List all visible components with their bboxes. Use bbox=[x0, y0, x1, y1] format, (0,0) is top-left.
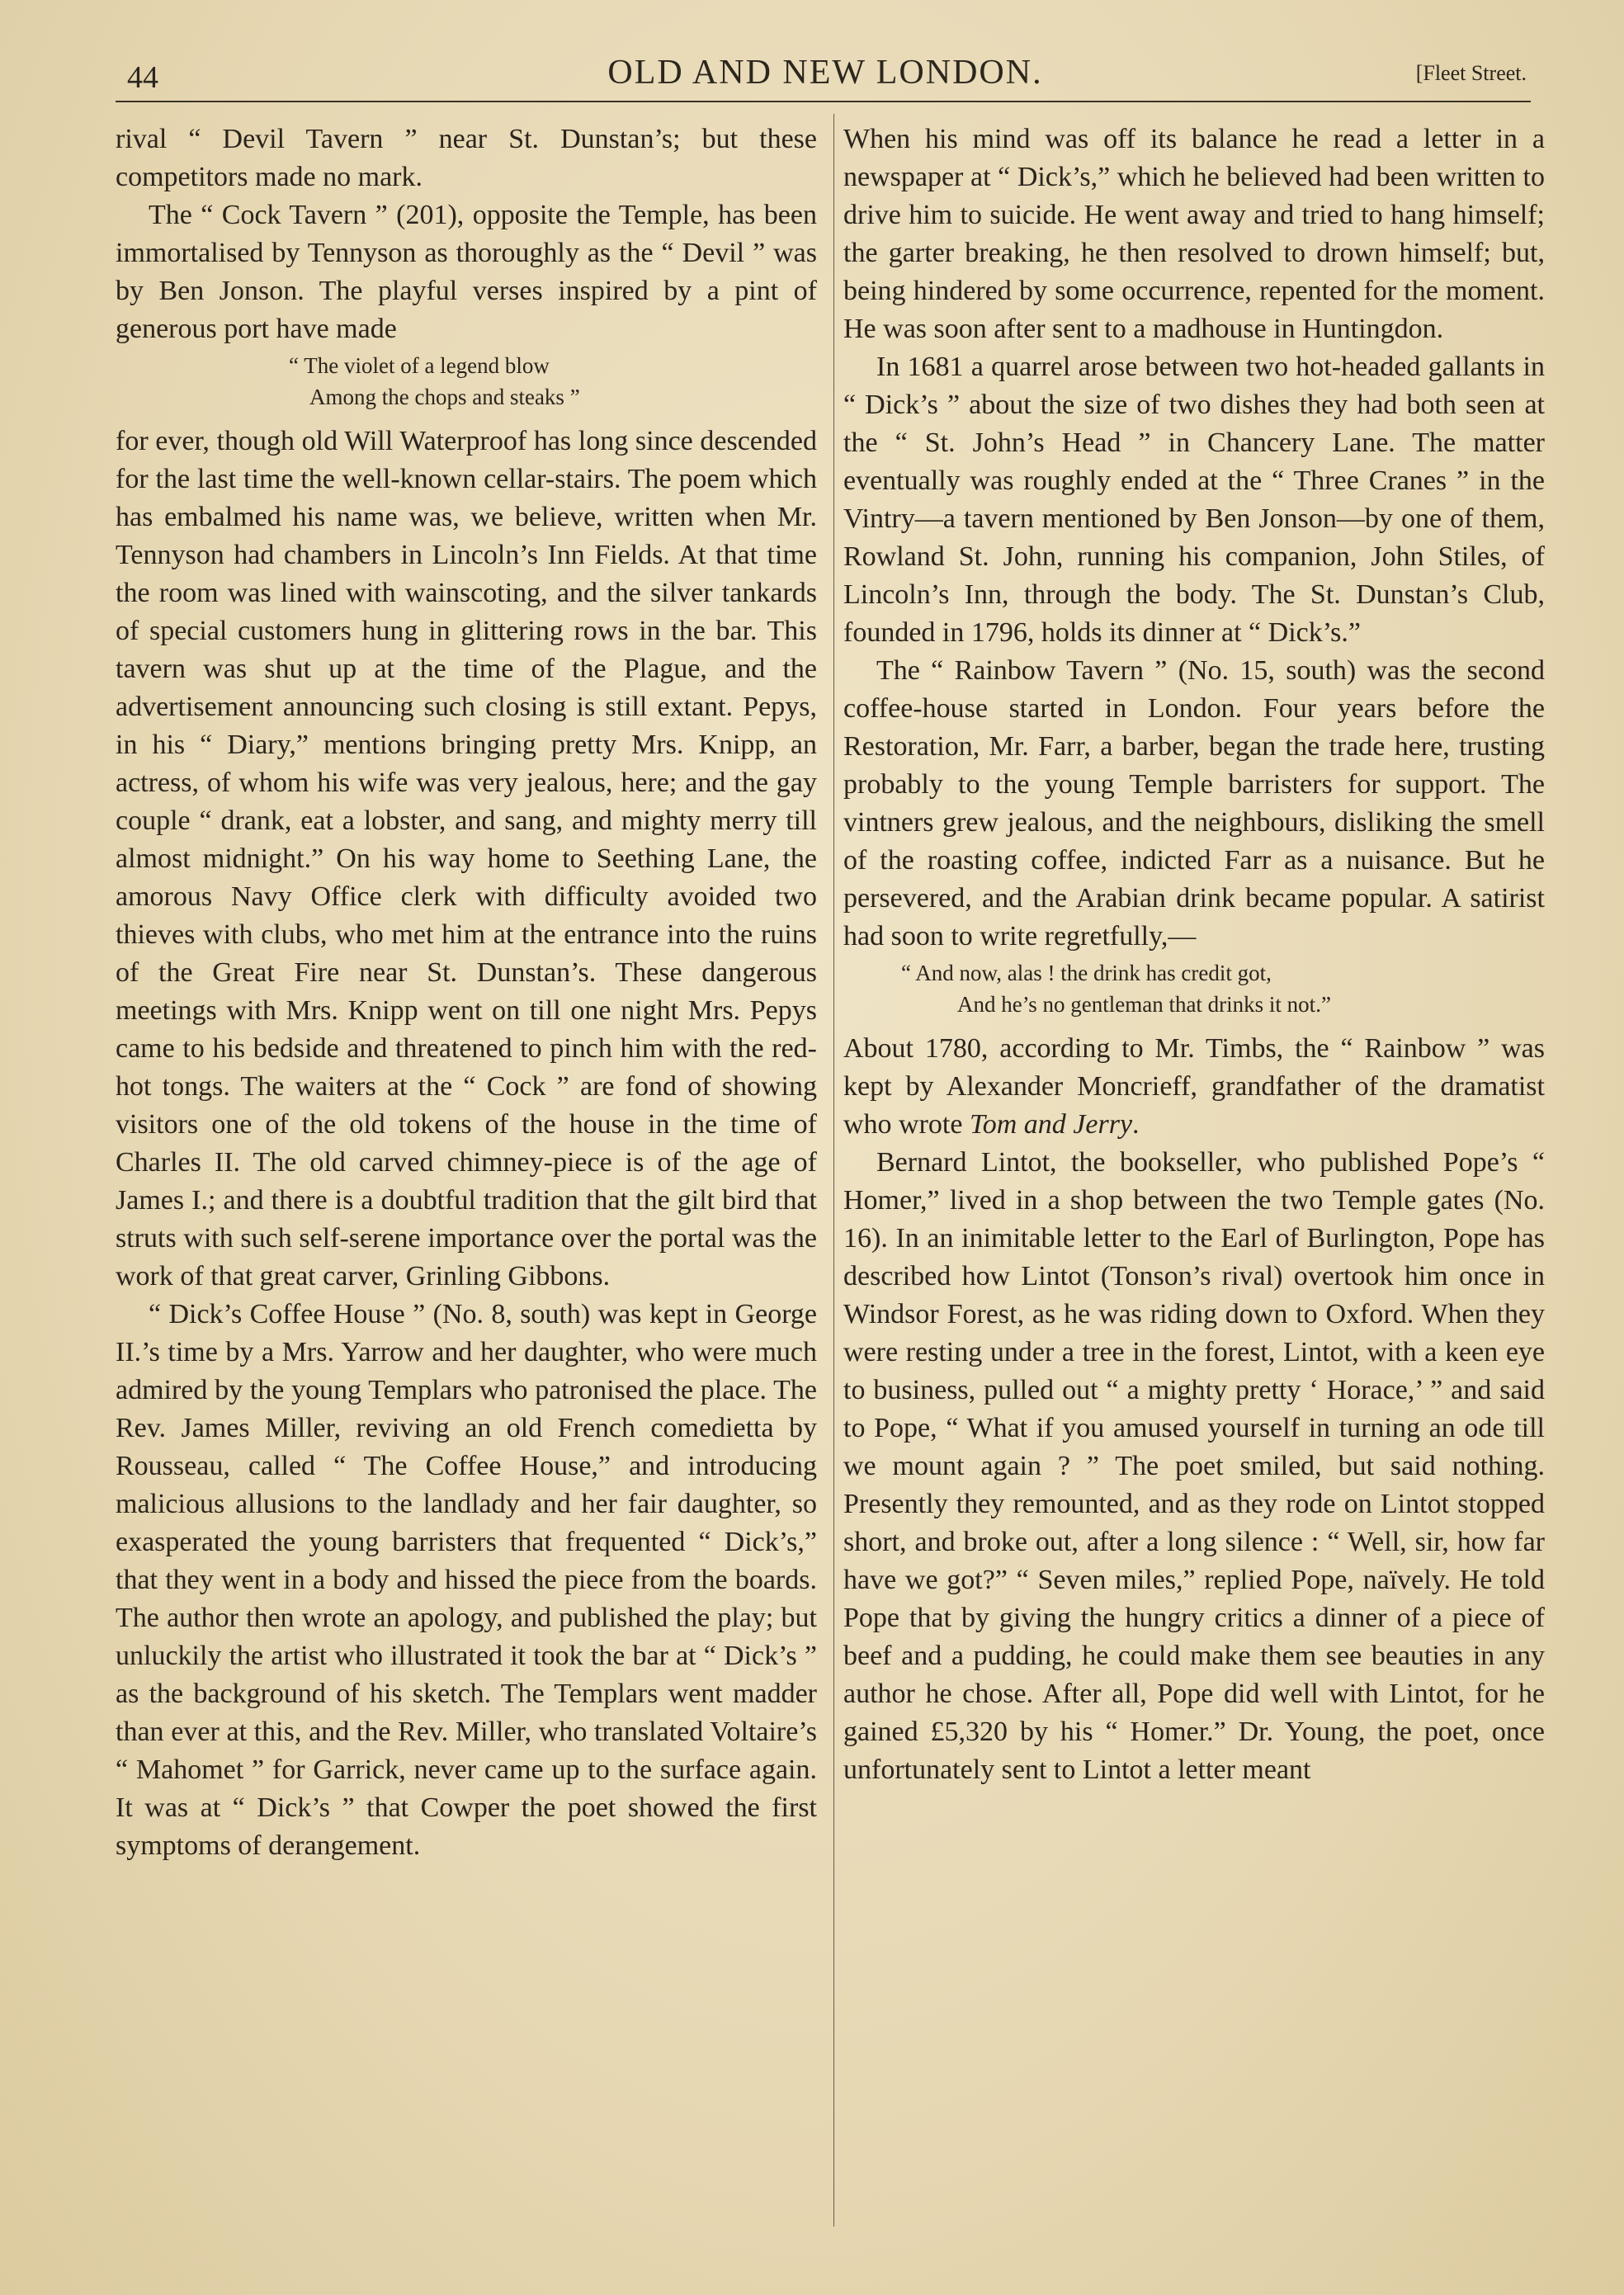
paragraph: In 1681 a quarrel arose between two hot-headed gallants in “ Dick’s ” about the size of two dishes they had both seen at the “ St. John’s Head ” in Chancery Lane. The matter eventually was roughly ended at the “ Three Cranes ” in the Vintry—a tavern mentioned by Ben Jonson—by one of them, Rowland St. John, running his companion, John Stiles, of Lincoln’s Inn, through the body. The St. Dunstan’s Club, founded in 1796, holds its dinner at “ Dick’s.” bbox=[843, 352, 1545, 648]
play-title: Tom and Jerry bbox=[969, 1109, 1133, 1140]
column-divider bbox=[833, 114, 834, 2227]
right-column bbox=[843, 120, 1545, 1789]
paragraph: When his mind was off its balance he read a letter in a newspaper at “ Dick’s,” which he believed had been written to drive him to suicide. He went away and tried to hang himself; the garter breaking, he then resolved to drown himself; but, being hindered by some occurrence, repented for the moment. He was soon after sent to a madhouse in Huntingdon. bbox=[843, 124, 1545, 344]
header-rule bbox=[116, 101, 1531, 102]
page-number: 44 bbox=[127, 60, 158, 95]
page-header bbox=[124, 51, 1527, 101]
paragraph-text: About 1780, according to Mr. Timbs, the “ Rainbow ” was kept by Alexander Moncrieff, grandfather of the dramatist who wrote bbox=[843, 1033, 1545, 1140]
paragraph-text: . bbox=[1132, 1109, 1140, 1140]
verse-quote bbox=[843, 957, 1545, 1020]
paragraph: rival “ Devil Tavern ” near St. Dunstan’s; but these competitors made no mark. bbox=[116, 124, 817, 192]
paragraph: “ Dick’s Coffee House ” (No. 8, south) was kept in George II.’s time by a Mrs. Yarrow and her daughter, who were much admired by the young Templars who patronised the place. The Rev. James Miller, reviving an old French comedietta by Rousseau, called “ The Coffee House,” and introducing malicious allusions to the landlady and her fair daughter, so exasperated the young barristers that frequented “ Dick’s,” that they went in a body and hissed the piece from the boards. The author then wrote an apology, and published the play; but unluckily the artist who illustrated it took the bar at “ Dick’s ” as the background of his sketch. The Templars went madder than ever at this, and the Rev. Miller, who translated Voltaire’s “ Mahomet ” for Garrick, never came up to the surface again. It was at “ Dick’s ” that Cowper the poet showed the first symptoms of derangement. bbox=[116, 1299, 817, 1861]
paragraph: The “ Rainbow Tavern ” (No. 15, south) was the second coffee-house started in London. Four years before the Restoration, Mr. Farr, a barber, began the trade here, trusting probably to the young Temple barristers for support. The vintners grew jealous, and the neighbours, disliking the smell of the roasting coffee, indicted Farr as a nuisance. But he persevered, and the Arabian drink became popular. A satirist had soon to write regretfully,— bbox=[843, 655, 1545, 952]
verse-line: “ The violet of a legend blow bbox=[289, 353, 550, 378]
section-label: [Fleet Street. bbox=[1415, 61, 1527, 85]
left-column bbox=[116, 120, 817, 1865]
paragraph: The “ Cock Tavern ” (201), opposite the Temple, has been immortalised by Tennyson as thoroughly as the “ Devil ” was by Ben Jonson. The playful verses inspired by a pint of generous port have made bbox=[116, 200, 817, 344]
verse-line: Among the chops and steaks ” bbox=[309, 385, 580, 409]
verse-line: And he’s no gentleman that drinks it not.” bbox=[957, 992, 1331, 1017]
paragraph: Bernard Lintot, the bookseller, who published Pope’s “ Homer,” lived in a shop between the two Temple gates (No. 16). In an inimitable letter to the Earl of Burlington, Pope has described how Lintot (Tonson’s rival) overtook him once in Windsor Forest, as he was riding down to Oxford. When they were resting under a tree in the forest, Lintot, with a keen eye to business, pulled out “ a mighty pretty ‘ Horace,’ ” and said to Pope, “ What if you amused yourself in turning an ode till we mount again ? ” The poet smiled, but said nothing. Presently they remounted, and as they rode on Lintot stopped short, and broke out, after a long silence : “ Well, sir, how far have we got?” “ Seven miles,” replied Pope, naïvely. He told Pope that by giving the hungry critics a dinner of a piece of beef and a pudding, he could make them see beauties in any author he chose. After all, Pope did well with Lintot, for he gained £5,320 by his “ Homer.” Dr. Young, the poet, once unfortunately sent to Lintot a letter meant bbox=[843, 1147, 1545, 1785]
paragraph: for ever, though old Will Waterproof has long since descended for the last time the well-known cellar-stairs. The poem which has embalmed his name was, we believe, written when Mr. Tennyson had chambers in Lincoln’s Inn Fields. At that time the room was lined with wainscoting, and the silver tankards of special customers hung in glittering rows in the bar. This tavern was shut up at the time of the Plague, and the advertisement announcing such closing is still extant. Pepys, in his “ Diary,” mentions bringing pretty Mrs. Knipp, an actress, of whom his wife was very jealous, here; and the gay couple “ drank, eat a lobster, and sang, and mighty merry till almost midnight.” On his way home to Seething Lane, the amorous Navy Office clerk with difficulty avoided two thieves with clubs, who met him at the entrance into the ruins of the Great Fire near St. Dunstan’s. These dangerous meetings with Mrs. Knipp went on till one night Mrs. Pepys came to his bedside and threatened to pinch him with the red-hot tongs. The waiters at the “ Cock ” are fond of showing visitors one of the old tokens of the house in the time of Charles II. The old carved chimney-piece is of the age of James I.; and there is a doubtful tradition that the gilt bird that struts with such self-serene importance over the portal was the work of that great carver, Grinling Gibbons. bbox=[116, 426, 817, 1292]
paragraph bbox=[843, 1030, 1545, 1144]
running-title: OLD AND NEW LONDON. bbox=[607, 54, 1043, 92]
verse-quote bbox=[116, 350, 817, 413]
verse-line: “ And now, alas ! the drink has credit got, bbox=[901, 961, 1272, 985]
